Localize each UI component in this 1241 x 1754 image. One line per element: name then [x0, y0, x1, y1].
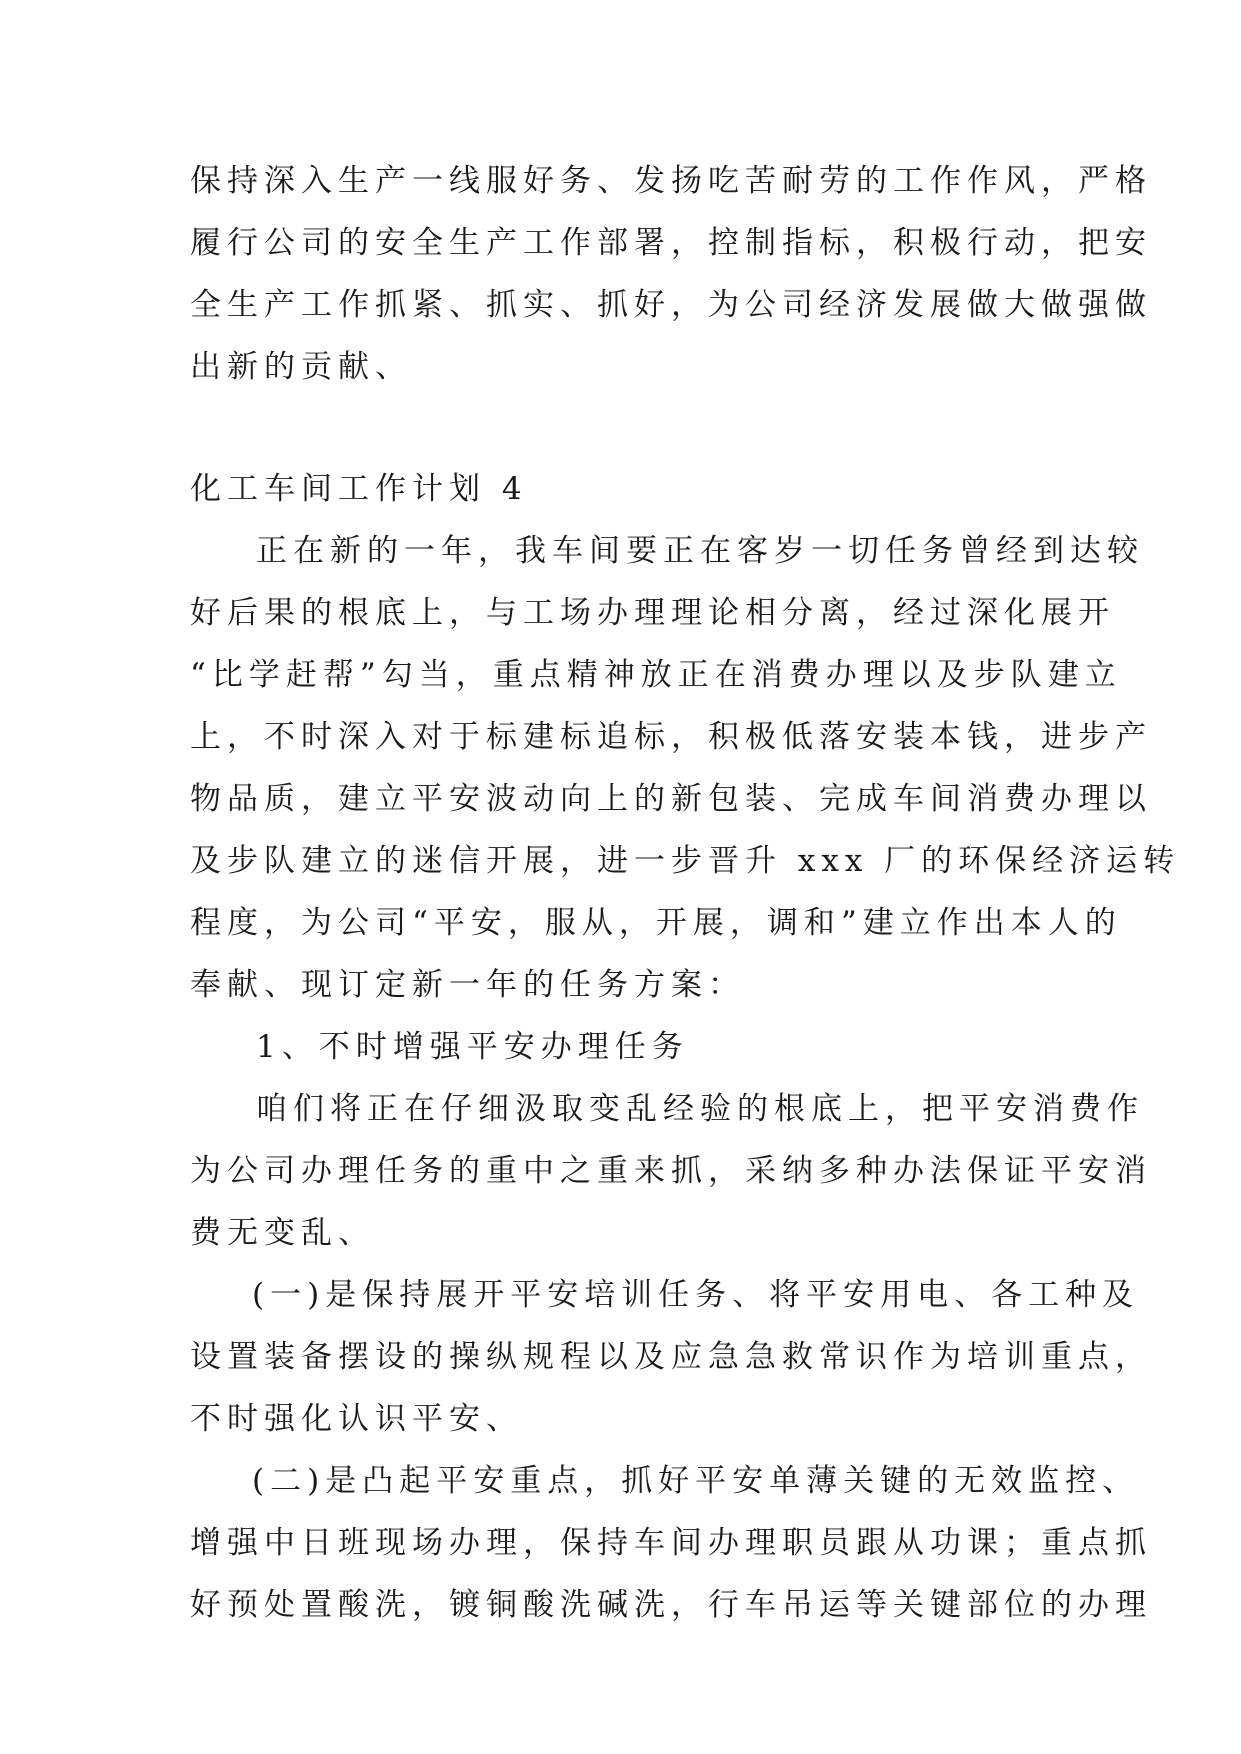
text-line: 保持深入生产一线服好务、发扬吃苦耐劳的工作作风，严格	[190, 163, 1152, 199]
text-line: 物品质，建立平安波动向上的新包装、完成车间消费办理以	[190, 781, 1152, 817]
text-line: (二)是凸起平安重点，抓好平安单薄关键的无效监控、	[252, 1463, 1140, 1499]
document-content	[190, 150, 1181, 1636]
text-line: (一)是保持展开平安培训任务、将平安用电、各工种及	[252, 1277, 1140, 1313]
text-line: 奉献、现订定新一年的任务方案：	[190, 967, 745, 1003]
text-line: “比学赶帮”勾当，重点精神放正在消费办理以及步队建立	[190, 657, 1122, 693]
paragraph-gap	[190, 398, 1060, 458]
text-line: 及步队建立的迷信开展，进一步晋升 xxx 厂的环保经济运转	[190, 843, 1181, 879]
section-heading: 化工车间工作计划 4	[190, 471, 528, 507]
text-line: 费无变乱、	[190, 1215, 375, 1251]
text-line: 为公司办理任务的重中之重来抓，采纳多种办法保证平安消	[190, 1153, 1152, 1189]
text-line: 不时强化认识平安、	[190, 1401, 523, 1437]
text-line: 程度，为公司“平安，服从，开展，调和”建立作出本人的	[190, 905, 1122, 941]
text-line: 好预处置酸洗，镀铜酸洗碱洗，行车吊运等关键部位的办理	[190, 1587, 1152, 1623]
list-item-heading	[190, 1016, 1060, 1078]
paragraph-intro	[190, 150, 1152, 398]
text-line: 履行公司的安全生产工作部署，控制指标，积极行动，把安	[190, 225, 1152, 261]
text-line: 全生产工作抓紧、抓实、抓好，为公司经济发展做大做强做	[190, 287, 1152, 323]
paragraph-subitem-2	[190, 1450, 1152, 1636]
text-line: 1、不时增强平安办理任务	[256, 1029, 689, 1065]
text-line: 出新的贡献、	[190, 349, 412, 385]
paragraph-subitem-1	[190, 1264, 1152, 1450]
text-line: 上，不时深入对于标建标追标，积极低落安装本钱，进步产	[190, 719, 1152, 755]
paragraph-plan	[190, 520, 1181, 1016]
text-line: 正在新的一年，我车间要正在客岁一切任务曾经到达较	[256, 533, 1144, 569]
text-line: 好后果的根底上，与工场办理理论相分离，经过深化展开	[190, 595, 1115, 631]
text-line: 咱们将正在仔细汲取变乱经验的根底上，把平安消费作	[256, 1091, 1144, 1127]
text-line: 设置装备摆设的操纵规程以及应急急救常识作为培训重点，	[190, 1339, 1152, 1375]
text-line: 增强中日班现场办理，保持车间办理职员跟从功课；重点抓	[190, 1525, 1152, 1561]
paragraph-item1-body	[190, 1078, 1152, 1264]
